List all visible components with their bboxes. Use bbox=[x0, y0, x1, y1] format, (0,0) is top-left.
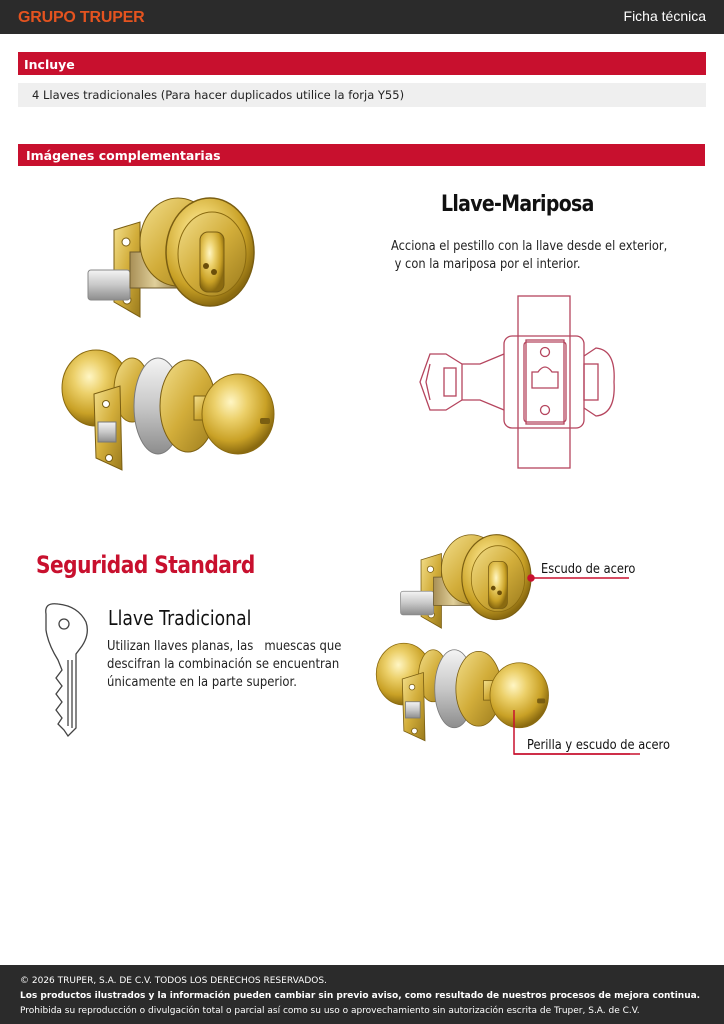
llave-tradicional-line-2: descifran la combinación se encuentran bbox=[107, 656, 340, 672]
llave-mariposa-heading: Llave-Mariposa bbox=[441, 192, 594, 217]
callout-escudo: Escudo de acero bbox=[541, 562, 636, 577]
footer-prohibition: Prohibida su reproducción o divulgación total o parcial así como su uso o aprovechamiento sin autorización escrita de Truper, S.A. de C.V. bbox=[20, 1006, 640, 1016]
llave-tradicional-line-1: Utilizan llaves planas, las muescas que bbox=[107, 638, 342, 654]
llave-tradicional-description bbox=[107, 637, 341, 691]
callout-perilla: Perilla y escudo de acero bbox=[527, 738, 670, 753]
llave-mariposa-description bbox=[391, 238, 668, 274]
footer-notice: Los productos ilustrados y la información pueden cambiar sin previo aviso, como resultado de nuestros procesos de mejora continua. bbox=[20, 991, 701, 1001]
top-bar bbox=[0, 0, 724, 34]
llave-mariposa-line-1: Acciona el pestillo con la llave desde el exterior, bbox=[391, 239, 668, 254]
deadbolt-image bbox=[80, 192, 260, 327]
footer-copyright: © 2026 TRUPER, S.A. DE C.V. TODOS LOS DERECHOS RESERVADOS. bbox=[20, 976, 327, 986]
llave-tradicional-line-3: únicamente en la parte superior. bbox=[107, 674, 297, 690]
document-type-label: Ficha técnica bbox=[623, 8, 706, 24]
footer bbox=[0, 965, 724, 1024]
includes-item: 4 Llaves tradicionales (Para hacer duplicados utilice la forja Y55) bbox=[18, 83, 706, 107]
callout-lines bbox=[500, 570, 640, 760]
brand-logo: GRUPO TRUPER bbox=[18, 9, 145, 26]
llave-mariposa-line-2: y con la mariposa por el interior. bbox=[391, 257, 581, 272]
seguridad-standard-heading: Seguridad Standard bbox=[36, 551, 255, 579]
llave-tradicional-heading: Llave Tradicional bbox=[108, 606, 252, 630]
butterfly-key-diagram bbox=[414, 292, 624, 472]
traditional-key-outline bbox=[38, 600, 98, 740]
knob-lock-image bbox=[60, 346, 280, 474]
includes-header: Incluye bbox=[18, 52, 706, 75]
images-section-header: Imágenes complementarias bbox=[18, 144, 705, 166]
